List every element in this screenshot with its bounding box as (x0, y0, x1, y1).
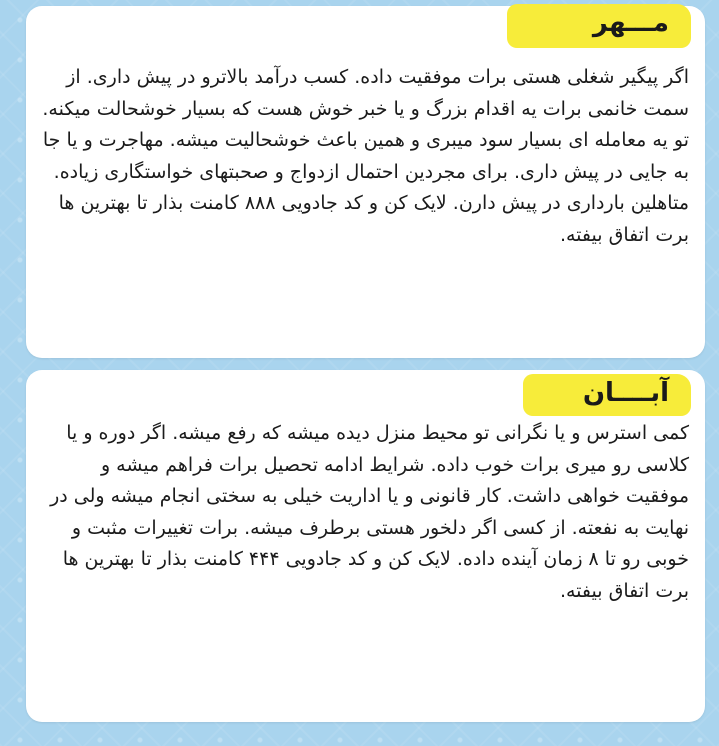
card-title: مـــهر (592, 8, 669, 38)
card-title: آبــــان (582, 378, 669, 408)
title-badge (507, 4, 691, 48)
card-body-text: اگر پیگیر شغلی هستی برات موفقیت داده. کسب درآمد بالاترو در پیش داری. از سمت خانمی برات یه اقدام بزرگ و یا خبر خوش هست که بسیار خوشحالت میکنه. تو یه معامله ای بسیار سود میبری و همین باعث خوشحالیت میشه. مهاجرت و یا جا به جایی در پیش داری. برای مجردین احتمال ازدواج و صحبتهای خواستگاری زیاده. متاهلین بارداری در پیش دارن. لایک کن و کد جادویی ۸۸۸ کامنت بذار تا بهترین ها برت اتفاق بیفته. (42, 66, 689, 246)
horoscope-card-mehr (26, 6, 705, 358)
title-badge (523, 374, 691, 416)
card-body-text: کمی استرس و یا نگرانی تو محیط منزل دیده میشه که رفع میشه. اگر دوره و یا کلاسی رو میری برات خوب داده. شرایط ادامه تحصیل برات فراهم میشه و موفقیت خواهی داشت. کار قانونی و یا اداریت خیلی به سختی انجام میشه ولی در نهایت به نفعته. از کسی اگر دلخور هستی برطرف میشه. برات تغییرات مثبت و خوبی رو تا ۸ زمان آینده داده. لایک کن و کد جادویی ۴۴۴ کامنت بذار تا بهترین ها برت اتفاق بیفته. (50, 422, 689, 602)
horoscope-card-aban (26, 370, 705, 722)
